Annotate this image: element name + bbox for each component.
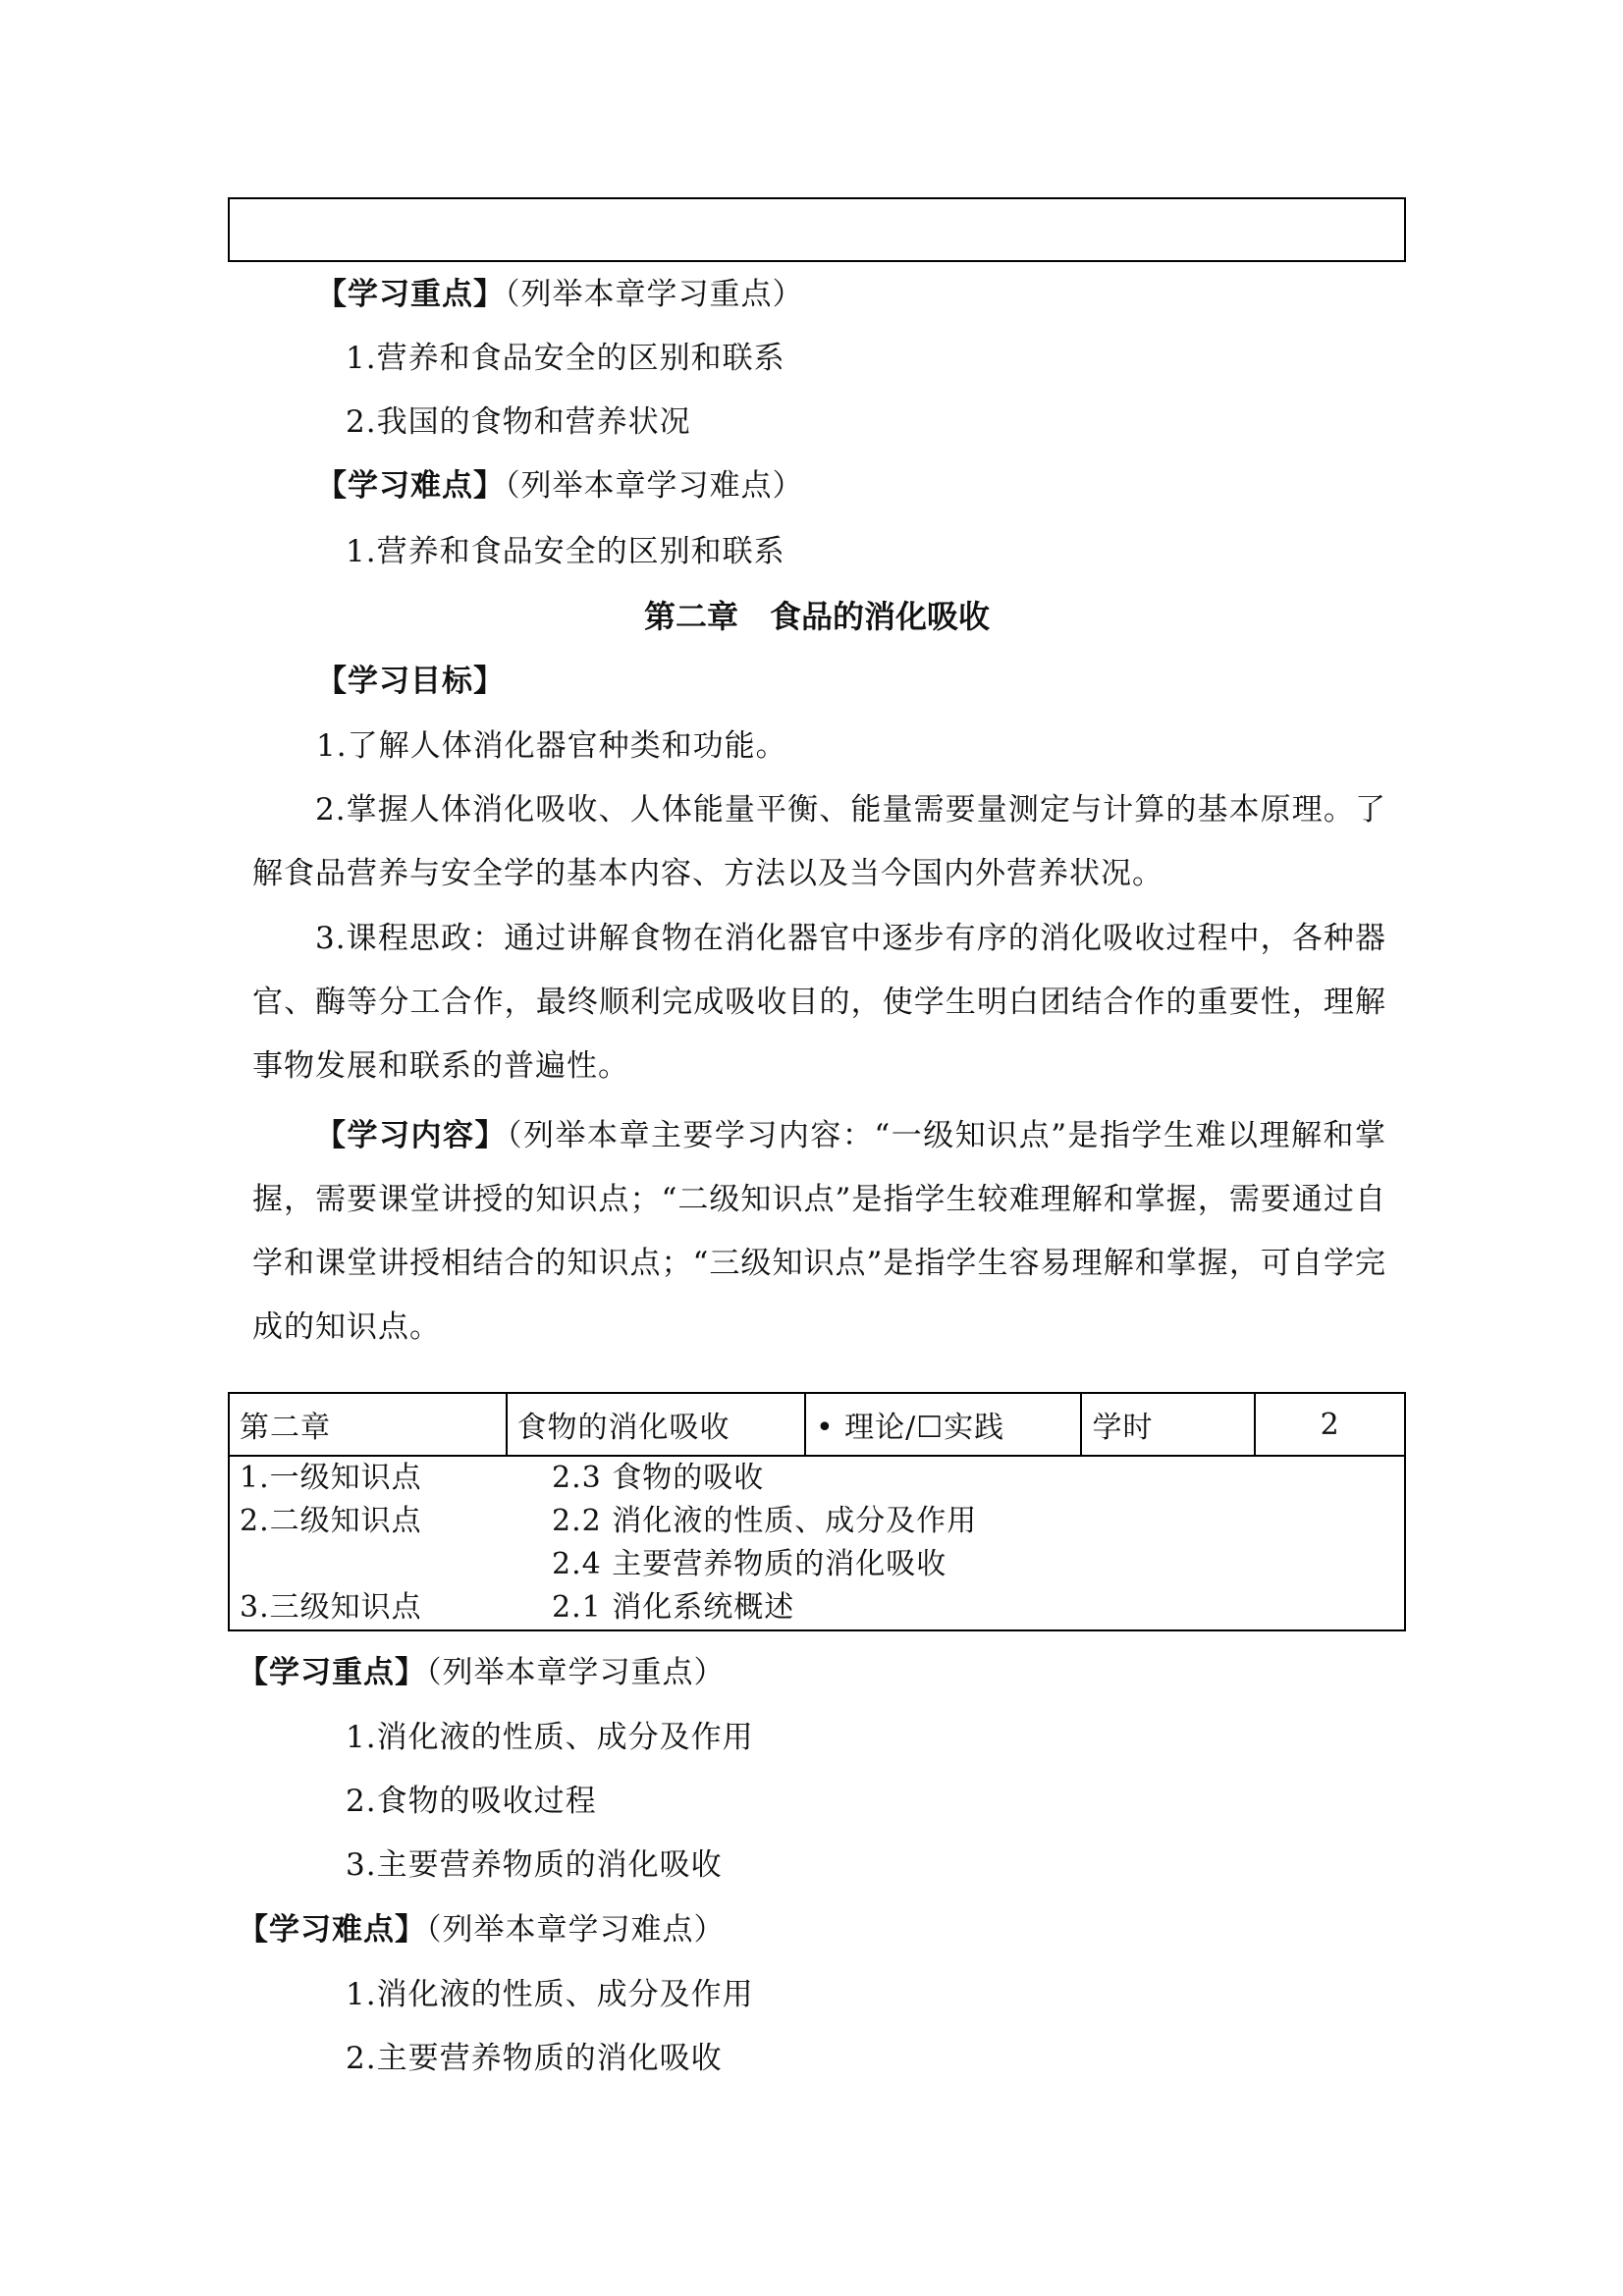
table-hours-label-cell: 学时 [1081, 1393, 1255, 1456]
knowledge-row [240, 1500, 1394, 1543]
content-paragraph [252, 1104, 1386, 1360]
knowledge-point: 2.1 消化系统概述 [552, 1590, 795, 1625]
content-heading: 【学习内容】 [315, 1118, 507, 1153]
ch1-focus-heading-line [316, 275, 804, 314]
objective-item: 1.了解人体消化器官种类和功能。 [316, 728, 787, 764]
ch2-focus-heading-line [238, 1653, 726, 1692]
chapter-title: 第二章 食品的消化吸收 [643, 598, 990, 635]
knowledge-table [228, 1392, 1406, 1631]
ch2-focus-note: （列举本章学习重点） [426, 1655, 726, 1690]
objective-item: 3.课程思政：通过讲解食物在消化器官中逐步有序的消化吸收过程中，各种器官、酶等分工合作，最终顺利完成吸收目的，使学生明白团结合作的重要性，理解事物发展和联系的普遍性。 [252, 921, 1386, 1084]
knowledge-point: 2.3 食物的吸收 [552, 1461, 765, 1495]
knowledge-level: 2.二级知识点 [240, 1504, 422, 1538]
knowledge-list-cell [229, 1456, 1405, 1630]
ch1-difficulty-heading-line [316, 466, 804, 506]
table-chapter-cell: 第二章 [229, 1393, 507, 1456]
objectives-heading: 【学习目标】 [316, 664, 505, 699]
knowledge-level-blank [240, 1543, 552, 1586]
ch2-difficulty-heading: 【学习难点】 [238, 1912, 426, 1948]
knowledge-point: 2.4 主要营养物质的消化吸收 [552, 1547, 947, 1581]
table-hours-cell: 2 [1255, 1393, 1405, 1456]
ch2-focus-item: 2.食物的吸收过程 [346, 1784, 597, 1819]
ch1-difficulty-heading: 【学习难点】 [316, 468, 505, 504]
ch1-difficulty-note: （列举本章学习难点） [505, 468, 804, 504]
ch1-focus-item: 2.我国的食物和营养状况 [346, 404, 691, 440]
ch1-focus-item: 1.营养和食品安全的区别和联系 [346, 341, 785, 376]
content-note: （列举本章主要学习内容：“一级知识点”是指学生难以理解和掌握，需要课堂讲授的知识点；“二级知识点”是指学生较难理解和掌握，需要通过自学和课堂讲授相结合的知识点；“三级知识点”是指学生容易理解和掌握，可自学完成的知识点。 [252, 1118, 1386, 1345]
knowledge-row [240, 1457, 1394, 1500]
knowledge-point: 2.2 消化液的性质、成分及作用 [552, 1504, 978, 1538]
knowledge-row [240, 1543, 1394, 1586]
ch2-difficulty-heading-line [238, 1910, 726, 1949]
ch1-focus-heading: 【学习重点】 [316, 277, 505, 312]
empty-table-box [228, 197, 1406, 262]
knowledge-level: 1.一级知识点 [240, 1461, 422, 1495]
knowledge-row [240, 1586, 1394, 1629]
ch1-focus-note: （列举本章学习重点） [505, 277, 804, 312]
ch2-focus-item: 1.消化液的性质、成分及作用 [346, 1720, 754, 1755]
knowledge-level: 3.三级知识点 [240, 1590, 422, 1625]
objective-item: 2.掌握人体消化吸收、人体能量平衡、能量需要量测定与计算的基本原理。了解食品营养与安全学的基本内容、方法以及当今国内外营养状况。 [252, 792, 1386, 891]
ch2-difficulty-note: （列举本章学习难点） [426, 1912, 726, 1948]
table-body-row [229, 1456, 1405, 1630]
ch2-difficulty-item: 2.主要营养物质的消化吸收 [346, 2041, 723, 2076]
ch1-difficulty-item: 1.营养和食品安全的区别和联系 [346, 534, 785, 569]
table-header-row [229, 1393, 1405, 1456]
ch2-focus-item: 3.主要营养物质的消化吸收 [346, 1847, 723, 1883]
ch2-focus-heading: 【学习重点】 [238, 1655, 426, 1690]
table-name-cell: 食物的消化吸收 [507, 1393, 805, 1456]
ch2-difficulty-item: 1.消化液的性质、成分及作用 [346, 1977, 754, 2012]
table-type-cell: • 理论/☐实践 [805, 1393, 1082, 1456]
